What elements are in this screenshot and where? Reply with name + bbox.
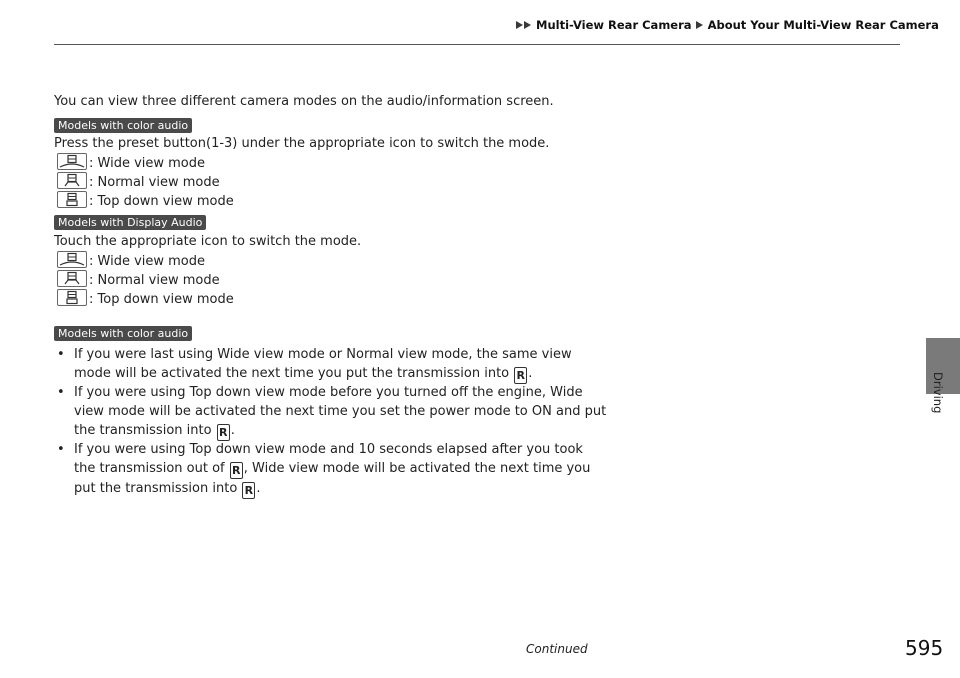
arrow-right-icon (524, 21, 531, 29)
mode-row (57, 289, 234, 307)
top-down-view-icon (57, 289, 87, 306)
mode-row (57, 251, 205, 269)
bullet: • (57, 385, 65, 400)
normal-view-icon (57, 270, 87, 287)
bullet-text (74, 383, 606, 441)
page-number: 595 (905, 636, 944, 660)
bullet: • (57, 442, 65, 457)
bullet-line: If you were last using Wide view mode or Normal view mode, the same view (74, 347, 572, 362)
breadcrumb-item: About Your Multi-View Rear Camera (707, 18, 939, 32)
bullet: • (57, 347, 65, 362)
wide-view-icon (57, 251, 87, 268)
instruction-text: Press the preset button(1-3) under the appropriate icon to switch the mode. (54, 136, 550, 151)
arrow-right-icon (516, 21, 523, 29)
mode-label: : Normal view mode (89, 273, 220, 288)
wide-view-icon (57, 153, 87, 170)
instruction-text: Touch the appropriate icon to switch the mode. (54, 234, 362, 249)
r-key-icon: R (217, 424, 230, 441)
mode-label: : Top down view mode (89, 194, 234, 209)
bullet-text (74, 345, 572, 384)
r-key-icon: R (242, 482, 255, 499)
model-tag: Models with Display Audio (54, 215, 206, 230)
model-tag: Models with color audio (54, 326, 192, 341)
r-key-icon: R (514, 367, 527, 384)
breadcrumb-item: Multi-View Rear Camera (536, 18, 692, 32)
mode-row (57, 172, 220, 190)
breadcrumb (516, 18, 939, 32)
bullet-line: put the transmission into R . (74, 481, 261, 497)
r-key-icon: R (230, 462, 243, 479)
bullet-line: the transmission out of R , Wide view mode will be activated the next time you (74, 461, 591, 477)
mode-label: : Wide view mode (89, 254, 206, 269)
mode-label: : Normal view mode (89, 175, 220, 190)
continued-label: Continued (526, 642, 588, 656)
normal-view-icon (57, 172, 87, 189)
model-tag: Models with color audio (54, 118, 192, 133)
arrow-right-icon (696, 21, 703, 29)
bullet-text (74, 440, 590, 499)
mode-row (57, 191, 234, 209)
mode-label: : Wide view mode (89, 156, 206, 171)
header-divider (54, 44, 900, 45)
intro-text: You can view three different camera modes on the audio/information screen. (54, 94, 554, 109)
bullet-line: If you were using Top down view mode before you turned off the engine, Wide (74, 385, 583, 400)
mode-row (57, 153, 205, 171)
mode-row (57, 270, 220, 288)
bullet-line: mode will be activated the next time you put the transmission into R . (74, 366, 533, 382)
bullet-line: If you were using Top down view mode and 10 seconds elapsed after you took (74, 442, 583, 457)
chapter-label: Driving (931, 372, 945, 414)
mode-label: : Top down view mode (89, 292, 234, 307)
top-down-view-icon (57, 191, 87, 208)
bullet-line: the transmission into R . (74, 423, 235, 439)
bullet-line: view mode will be activated the next time you set the power mode to ON and put (74, 404, 607, 419)
